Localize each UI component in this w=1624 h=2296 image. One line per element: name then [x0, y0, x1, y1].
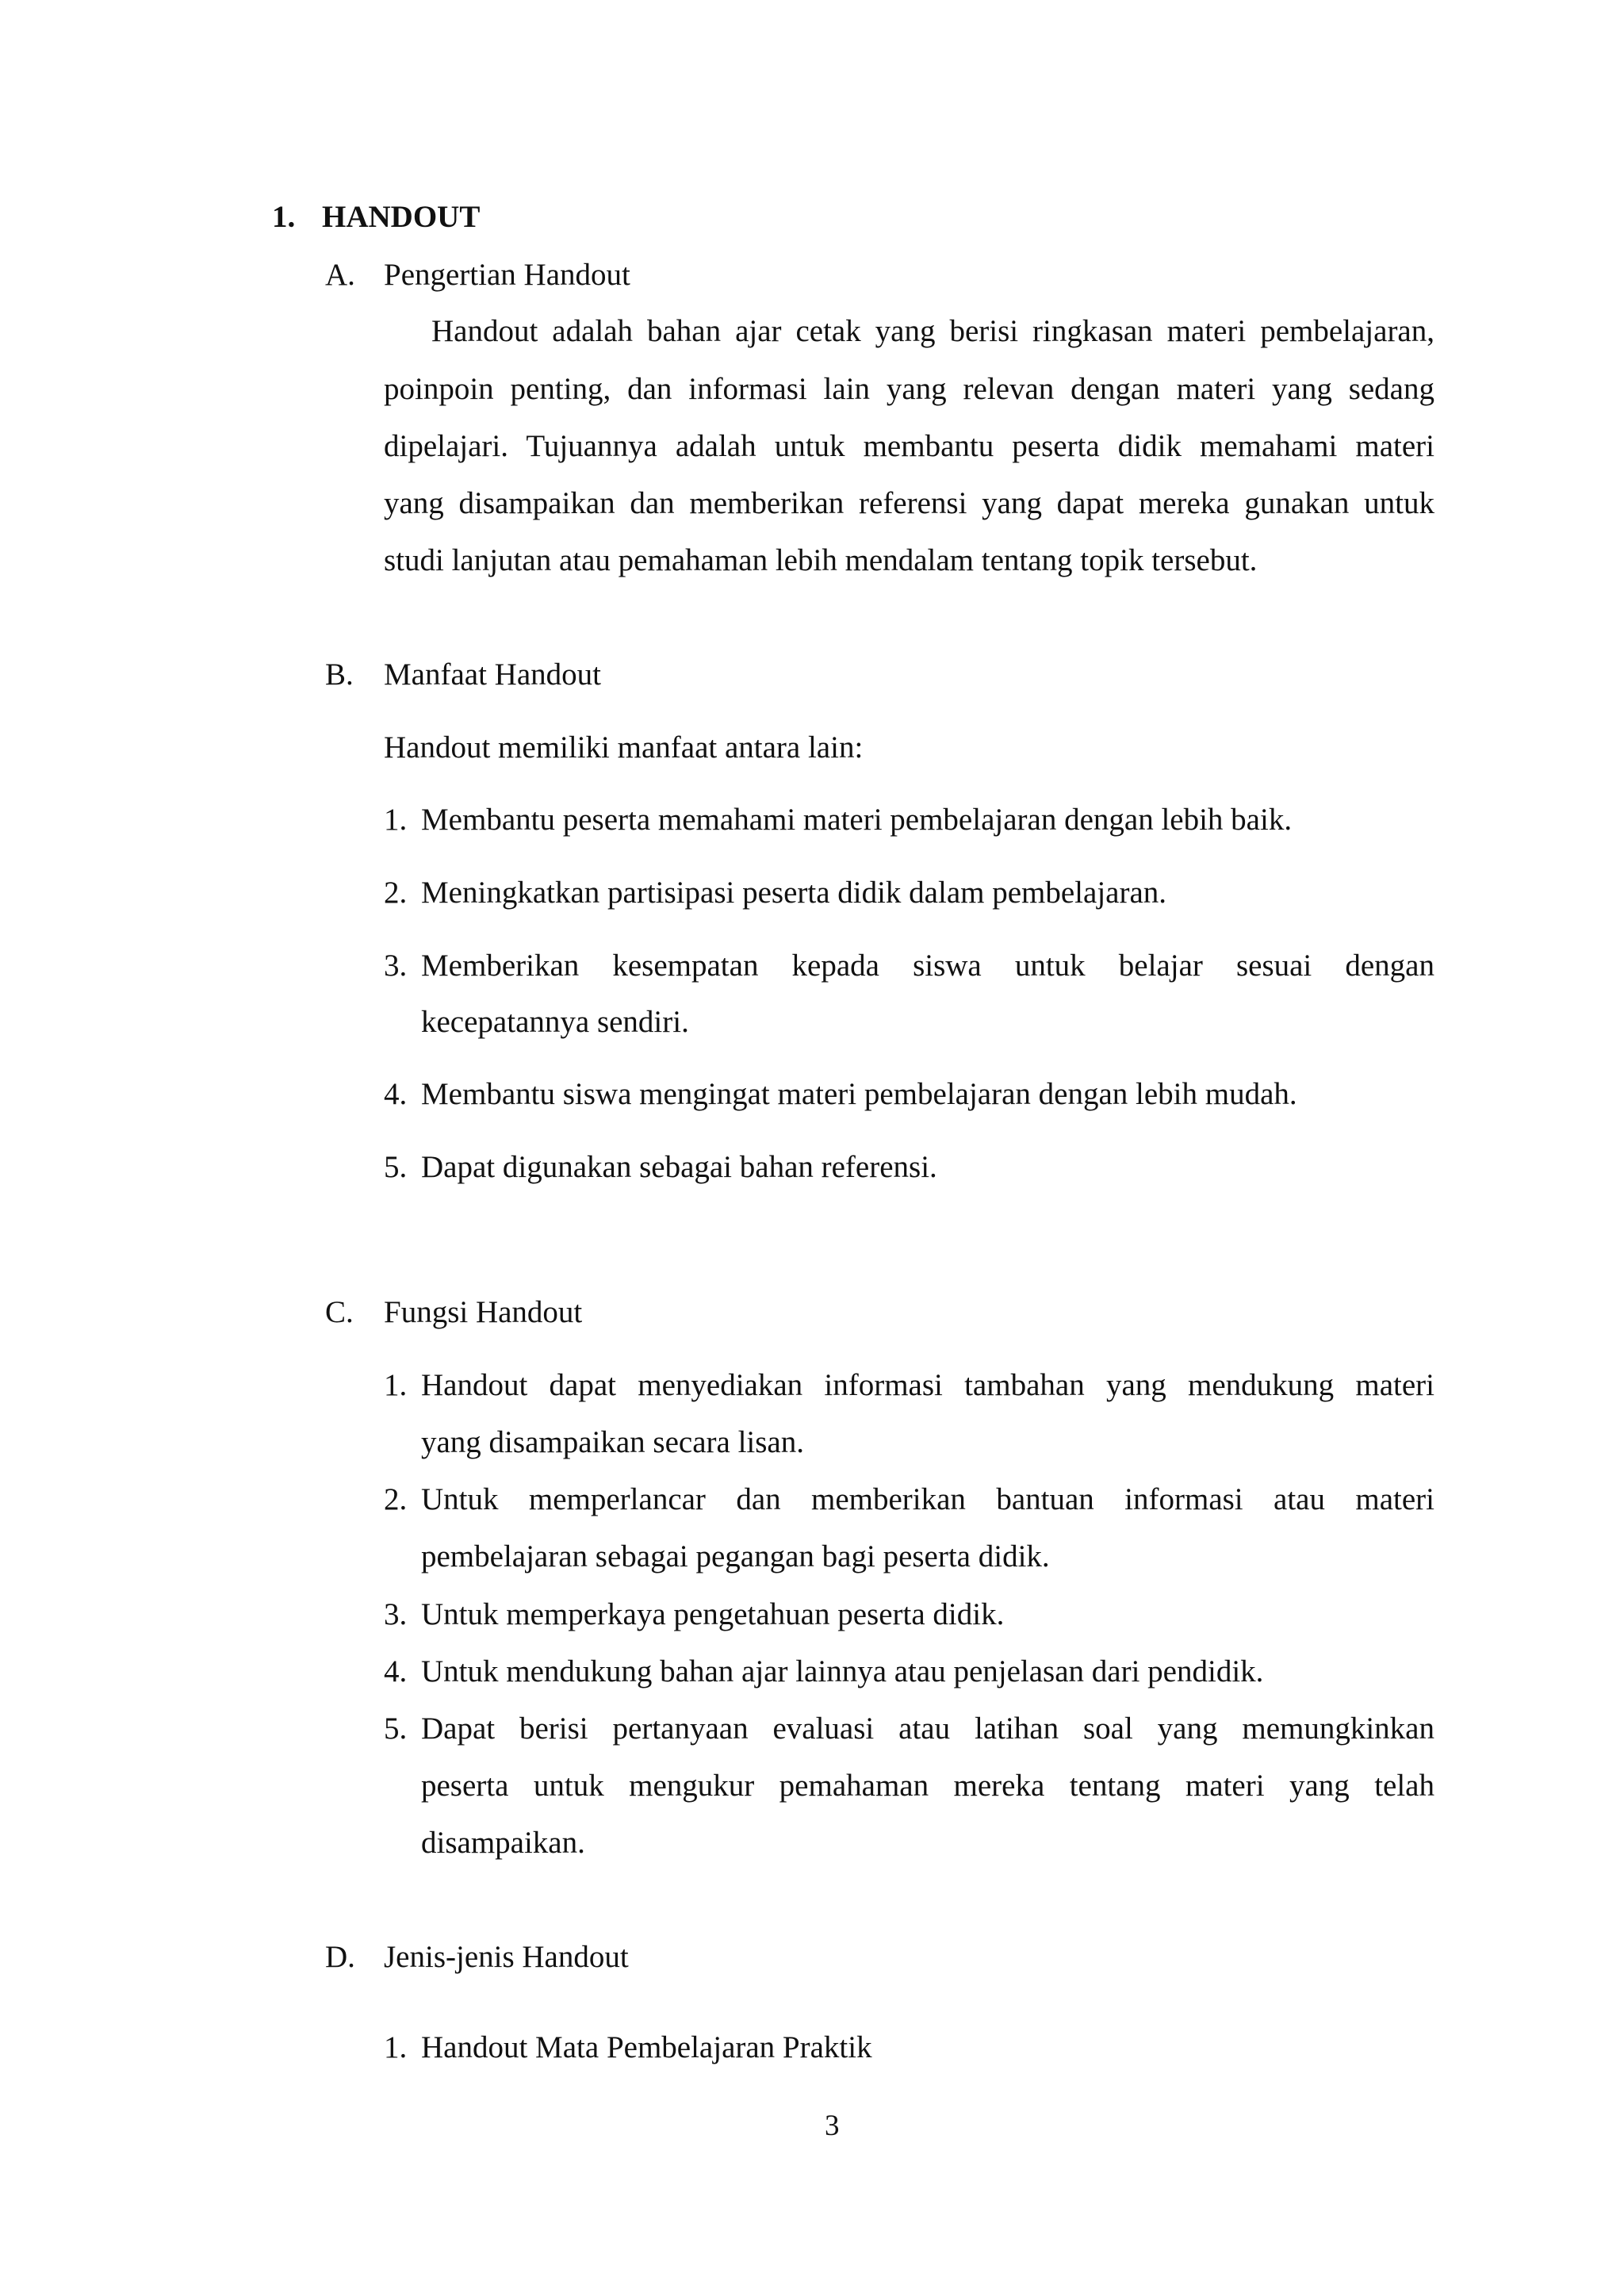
- list-item-continuation: kecepatannya sendiri.: [421, 1005, 689, 1039]
- subsection-letter-c: C.: [325, 1295, 354, 1329]
- subsection-letter-d: D.: [325, 1940, 355, 1974]
- list-item: Memberikan kesempatan kepada siswa untuk belajar sesuai dengan: [421, 949, 1434, 983]
- list-item-continuation: pembelajaran sebagai pegangan bagi peserta didik.: [421, 1539, 1050, 1573]
- list-item: Untuk memperkaya pengetahuan peserta didik.: [421, 1597, 1005, 1631]
- subsection-title-d: Jenis-jenis Handout: [384, 1940, 629, 1974]
- list-item-continuation: yang disampaikan secara lisan.: [421, 1425, 804, 1459]
- list-number: 1.: [384, 2030, 408, 2064]
- manfaat-intro: Handout memiliki manfaat antara lain:: [384, 730, 864, 765]
- paragraph-line: studi lanjutan atau pemahaman lebih mendalam tentang topik tersebut.: [384, 543, 1258, 577]
- subsection-title-c: Fungsi Handout: [384, 1295, 583, 1329]
- list-number: 2.: [384, 1482, 408, 1516]
- list-item: Membantu peserta memahami materi pembelajaran dengan lebih baik.: [421, 803, 1293, 837]
- paragraph-line: dipelajari. Tujuannya adalah untuk membantu peserta didik memahami materi: [384, 429, 1434, 463]
- list-item: Untuk memperlancar dan memberikan bantuan informasi atau materi: [421, 1482, 1434, 1516]
- list-item-continuation: peserta untuk mengukur pemahaman mereka tentang materi yang telah: [421, 1769, 1434, 1803]
- list-item: Handout Mata Pembelajaran Praktik: [421, 2030, 872, 2064]
- paragraph-line: yang disampaikan dan memberikan referensi yang dapat mereka gunakan untuk: [384, 486, 1434, 520]
- list-item: Dapat berisi pertanyaan evaluasi atau latihan soal yang memungkinkan: [421, 1711, 1434, 1746]
- list-item: Handout dapat menyediakan informasi tambahan yang mendukung materi: [421, 1368, 1434, 1402]
- subsection-letter-a: A.: [325, 258, 355, 292]
- list-number: 1.: [384, 1368, 408, 1402]
- paragraph-line: poinpoin penting, dan informasi lain yang relevan dengan materi yang sedang: [384, 372, 1434, 406]
- list-number: 4.: [384, 1077, 408, 1111]
- subsection-title-a: Pengertian Handout: [384, 258, 630, 292]
- list-number: 5.: [384, 1150, 408, 1184]
- list-item: Meningkatkan partisipasi peserta didik dalam pembelajaran.: [421, 876, 1167, 910]
- list-item: Untuk mendukung bahan ajar lainnya atau penjelasan dari pendidik.: [421, 1654, 1264, 1688]
- subsection-title-b: Manfaat Handout: [384, 657, 601, 692]
- list-number: 3.: [384, 949, 408, 983]
- list-item: Dapat digunakan sebagai bahan referensi.: [421, 1150, 937, 1184]
- page-number: 3: [825, 2110, 840, 2142]
- section-number: 1.: [272, 200, 296, 234]
- section-title: HANDOUT: [322, 200, 481, 234]
- list-number: 3.: [384, 1597, 408, 1631]
- list-number: 4.: [384, 1654, 408, 1688]
- list-number: 2.: [384, 876, 408, 910]
- list-item: Membantu siswa mengingat materi pembelajaran dengan lebih mudah.: [421, 1077, 1297, 1111]
- list-item-continuation: disampaikan.: [421, 1826, 585, 1860]
- list-number: 1.: [384, 803, 408, 837]
- list-number: 5.: [384, 1711, 408, 1746]
- paragraph-line: Handout adalah bahan ajar cetak yang berisi ringkasan materi pembelajaran,: [431, 314, 1434, 348]
- subsection-letter-b: B.: [325, 657, 354, 692]
